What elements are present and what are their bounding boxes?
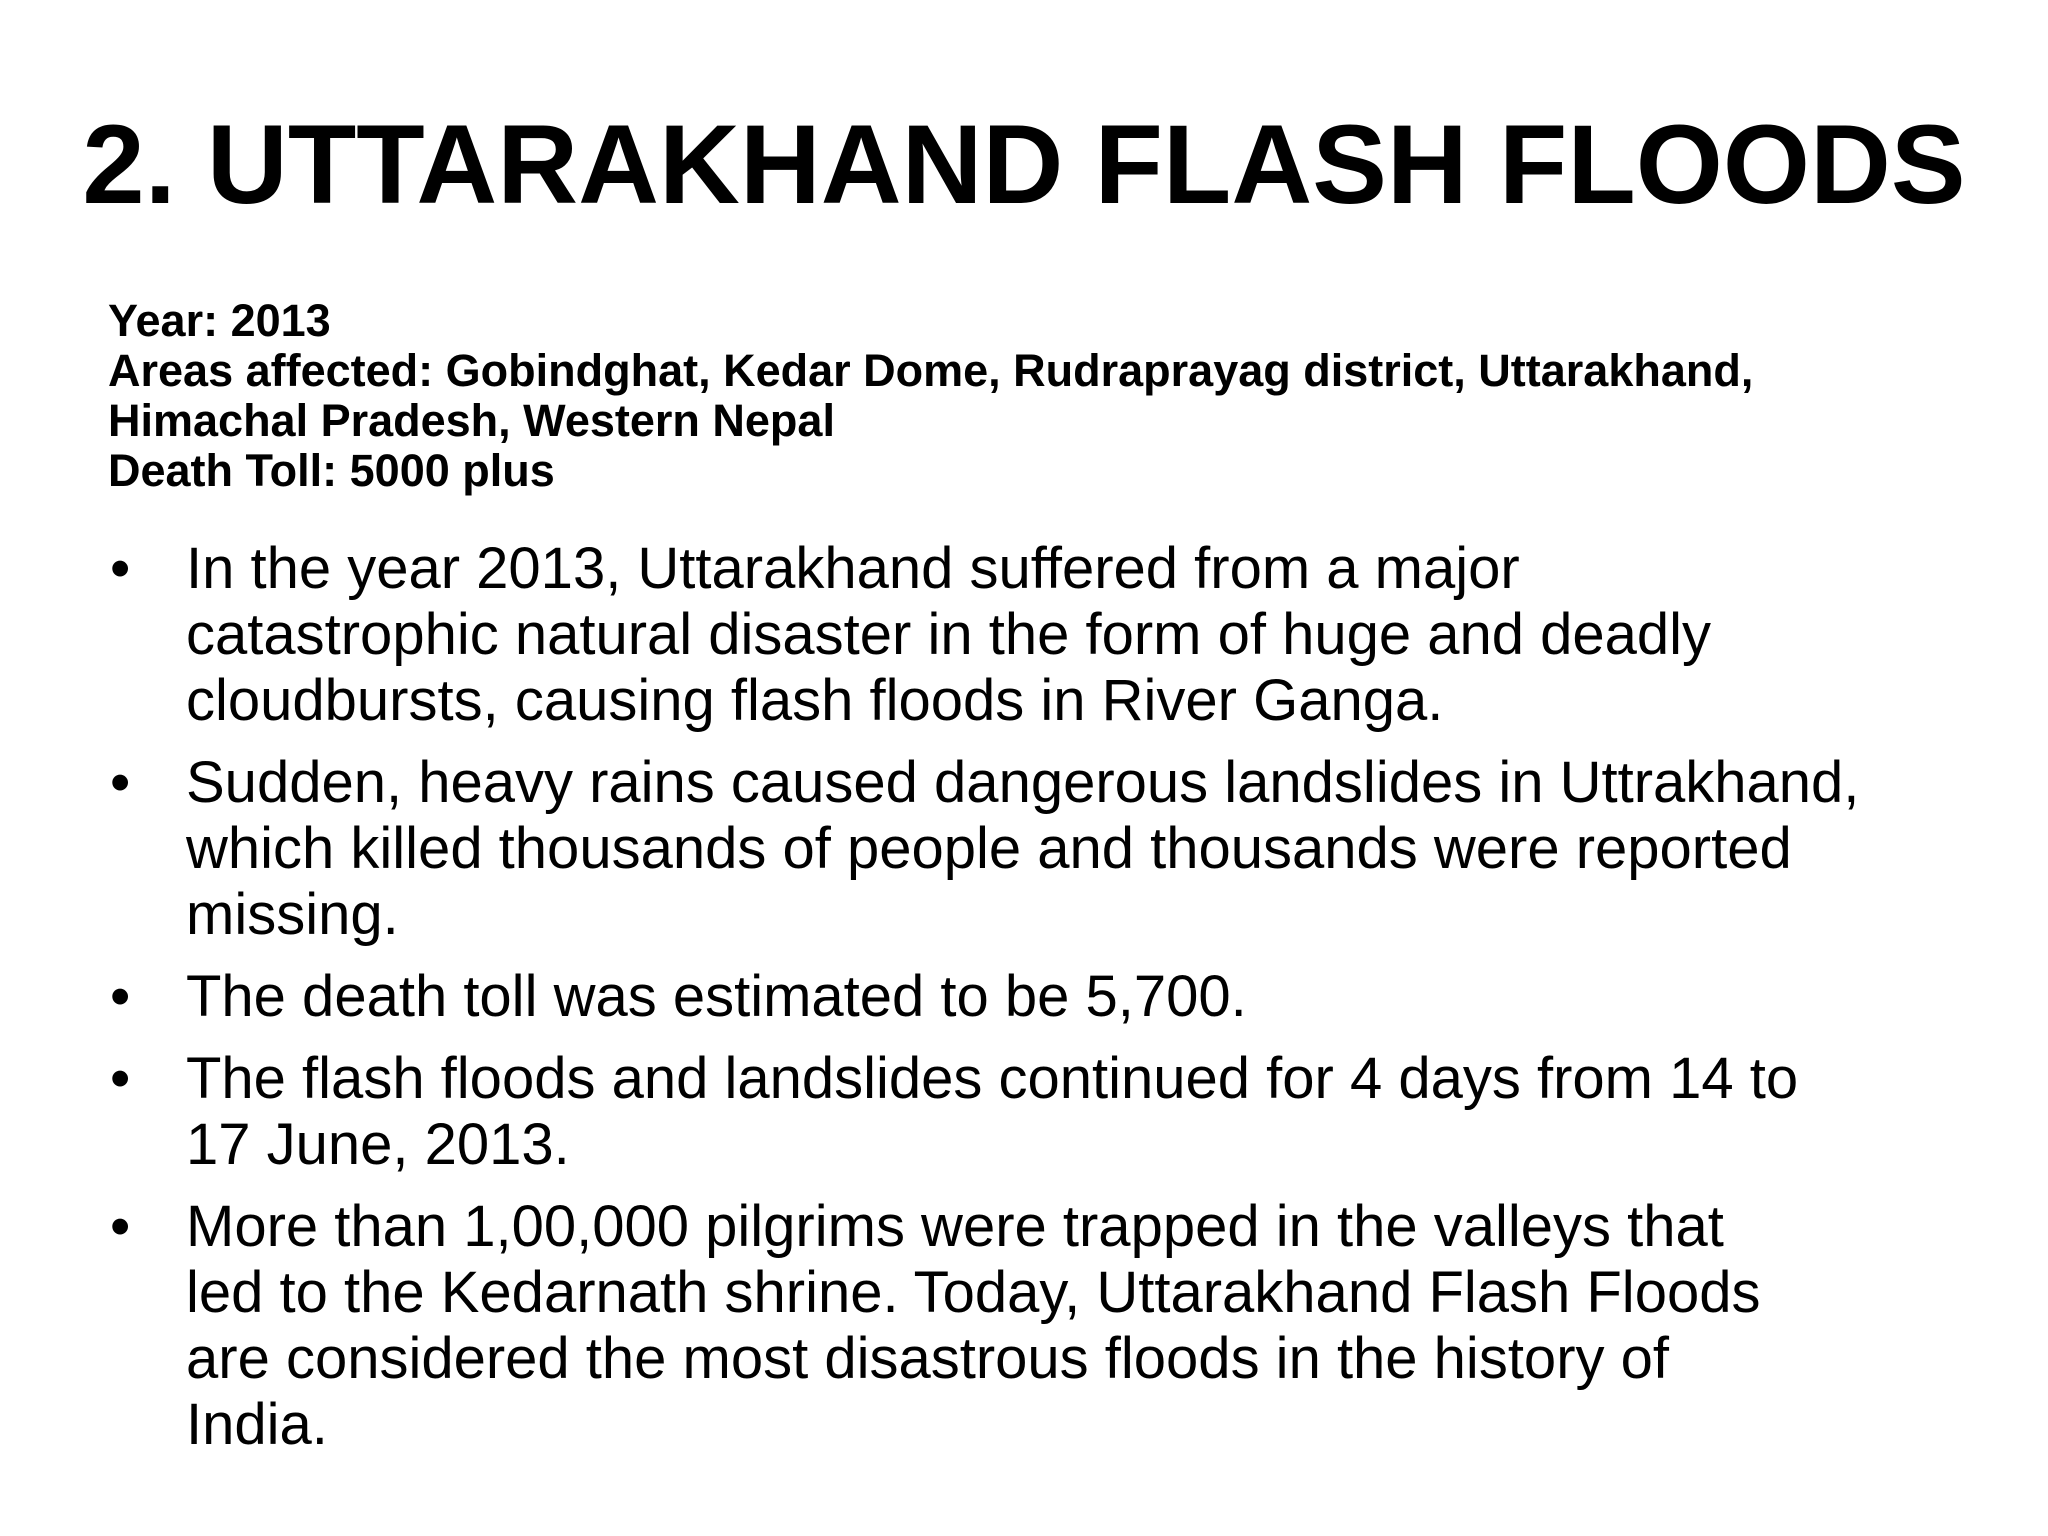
disaster-summary [108, 296, 1988, 496]
bullet-line: cloudbursts, causing flash floods in River Ganga. [186, 668, 1444, 733]
bullet-item [108, 1194, 1998, 1458]
death-toll-line: Death Toll: 5000 plus [108, 445, 555, 496]
bullet-line: Sudden, heavy rains caused dangerous landslides in Uttrakhand, [186, 750, 1860, 815]
bullet-line: which killed thousands of people and thousands were reported [186, 816, 1792, 881]
bullet-line: 17 June, 2013. [186, 1112, 570, 1177]
bullet-line: are considered the most disastrous floods in the history of [186, 1326, 1669, 1391]
bullet-icon: • [110, 1046, 131, 1111]
bullet-line: India. [186, 1392, 328, 1457]
bullet-list [108, 536, 1998, 1474]
bullet-icon: • [110, 536, 131, 601]
bullet-icon: • [110, 750, 131, 815]
bullet-item [108, 750, 1998, 948]
bullet-line: missing. [186, 882, 399, 947]
slide-title: 2. UTTARAKHAND FLASH FLOODS [82, 102, 1966, 227]
bullet-line: The death toll was estimated to be 5,700. [186, 964, 1247, 1029]
bullet-item [108, 536, 1998, 734]
bullet-line: The flash floods and landslides continued for 4 days from 14 to [186, 1046, 1799, 1111]
bullet-line: catastrophic natural disaster in the form of huge and deadly [186, 602, 1712, 667]
bullet-line: More than 1,00,000 pilgrims were trapped in the valleys that [186, 1194, 1724, 1259]
bullet-icon: • [110, 1194, 131, 1259]
year-line: Year: 2013 [108, 295, 331, 346]
bullet-line: led to the Kedarnath shrine. Today, Uttarakhand Flash Floods [186, 1260, 1761, 1325]
areas-affected-line: Areas affected: Gobindghat, Kedar Dome, Rudraprayag district, Uttarakhand, [108, 345, 1754, 396]
bullet-item [108, 964, 1998, 1030]
bullet-item [108, 1046, 1998, 1178]
bullet-line: In the year 2013, Uttarakhand suffered from a major [186, 536, 1520, 601]
bullet-icon: • [110, 964, 131, 1029]
areas-affected-line-continued: Himachal Pradesh, Western Nepal [108, 395, 835, 446]
